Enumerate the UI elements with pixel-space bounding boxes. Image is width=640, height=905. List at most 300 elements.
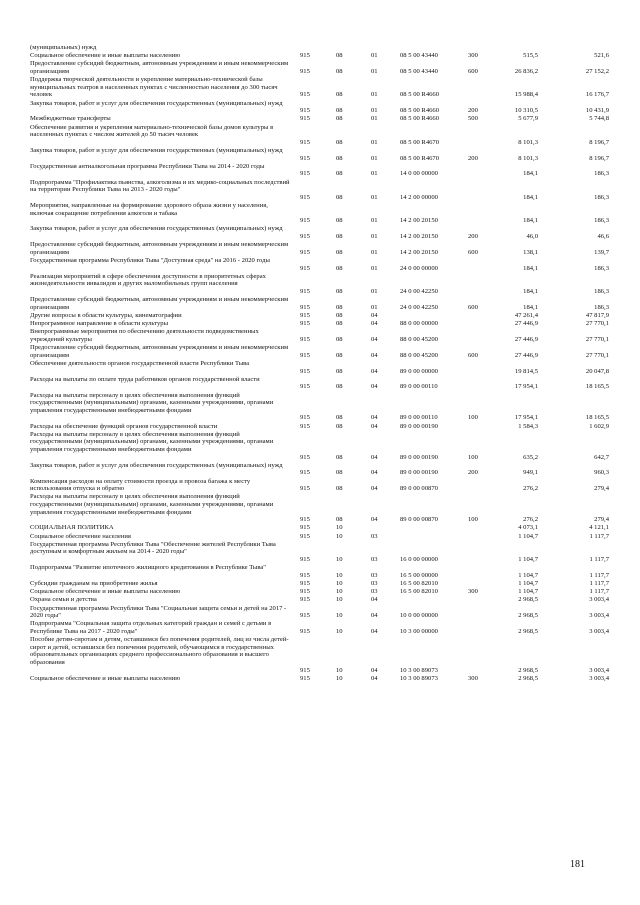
row-section: 08	[336, 469, 343, 477]
row-target-article: 10 3 00 00000	[400, 627, 438, 635]
row-amount-2: 521,6	[594, 52, 609, 60]
row-subsection: 04	[371, 422, 378, 430]
row-name: Государственная программа Республики Тыва "Доступная среда" на 2016 - 2020 годы	[30, 257, 270, 264]
row-subsection: 01	[371, 217, 378, 225]
row-target-article: 89 0 00 00110	[400, 383, 438, 391]
row-subsection: 01	[371, 115, 378, 123]
row-target-article: 16 5 00 82010	[400, 580, 438, 587]
row-name: Пособие детям-сиротам и детям, оставшимся без попечения родителей, лиц из числа детей-сирот и детей, оставшихся без попечения родителей, обучающимся в государственных образовательных организациях среднего профессионального образования и высшего образования	[30, 636, 289, 666]
row-target-article: 89 0 00 00190	[400, 469, 438, 477]
table-row	[0, 462, 640, 477]
row-name: Реализация мероприятий в сфере обеспечения доступности в приоритетных сферах жизнедеятельности инвалидов и других маломобильных групп населения	[30, 272, 266, 288]
row-amount-2: 186,3	[594, 217, 609, 225]
row-amount-1: 276,2	[523, 485, 538, 493]
row-amount-2: 8 196,7	[589, 138, 609, 146]
row-subsection: 01	[371, 67, 378, 75]
row-subsection: 04	[371, 312, 378, 319]
row-subsection: 01	[371, 138, 378, 146]
table-row	[0, 636, 640, 674]
row-code: 915	[300, 170, 310, 178]
row-section: 10	[336, 524, 343, 532]
row-amount-1: 5 677,9	[518, 115, 538, 123]
row-subsection: 04	[371, 516, 378, 524]
row-subsection: 01	[371, 91, 378, 99]
row-target-article: 08 5 00 R4660	[400, 91, 440, 99]
row-subsection: 04	[371, 469, 378, 477]
row-code: 915	[300, 422, 310, 430]
row-target-article: 89 0 00 00110	[400, 414, 438, 422]
row-target-article: 88 0 00 45200	[400, 351, 438, 359]
row-amount-2: 1 602,9	[589, 422, 609, 430]
row-name: Охрана семьи и детства	[30, 596, 97, 604]
row-section: 08	[336, 453, 343, 461]
row-subsection: 04	[371, 453, 378, 461]
row-amount-2: 27 770,1	[585, 320, 609, 328]
row-code: 915	[300, 453, 310, 461]
row-name: Социальное обеспечение населения	[30, 532, 131, 540]
row-code: 915	[300, 193, 310, 201]
row-subsection: 04	[371, 383, 378, 391]
row-expense-type: 100	[468, 414, 478, 422]
row-expense-type: 100	[468, 516, 478, 524]
row-target-article: 89 0 00 00870	[400, 516, 438, 524]
row-target-article: 10 3 00 89073	[400, 674, 438, 682]
row-amount-1: 17 954,1	[514, 383, 538, 391]
row-code: 915	[300, 232, 310, 240]
row-section: 08	[336, 335, 343, 343]
row-amount-2: 186,3	[594, 264, 609, 272]
row-target-article: 10 0 00 00000	[400, 612, 438, 620]
row-code: 915	[300, 335, 310, 343]
row-amount-1: 138,1	[523, 248, 538, 256]
row-code: 915	[300, 524, 310, 532]
row-section: 08	[336, 422, 343, 430]
table-row	[0, 431, 640, 461]
table-row	[0, 541, 640, 564]
row-section: 10	[336, 580, 343, 587]
row-amount-1: 15 988,4	[514, 91, 538, 99]
row-amount-2: 1 117,7	[589, 532, 609, 540]
row-amount-2: 279,4	[594, 516, 609, 524]
row-target-article: 14 2 00 00000	[400, 193, 438, 201]
row-code: 915	[300, 580, 310, 587]
row-subsection: 03	[371, 571, 378, 579]
row-amount-1: 1 104,7	[518, 556, 538, 563]
table-row	[0, 44, 640, 52]
table-row	[0, 312, 640, 320]
row-amount-2: 10 431,9	[585, 107, 609, 115]
row-subsection: 04	[371, 612, 378, 620]
row-section: 08	[336, 138, 343, 146]
row-target-article: 89 0 00 00190	[400, 453, 438, 461]
row-code: 915	[300, 571, 310, 579]
table-row	[0, 100, 640, 115]
row-target-article: 14 2 00 20150	[400, 248, 438, 256]
row-subsection: 04	[371, 351, 378, 359]
row-section: 08	[336, 320, 343, 328]
row-name: Государственная антиалкогольная программа Республики Тыва на 2014 - 2020 годы	[30, 162, 265, 170]
row-expense-type: 200	[468, 232, 478, 240]
row-subsection: 04	[371, 320, 378, 328]
row-expense-type: 200	[468, 107, 478, 115]
table-row	[0, 478, 640, 493]
row-subsection: 01	[371, 303, 378, 311]
row-code: 915	[300, 138, 310, 146]
row-subsection: 03	[371, 556, 378, 563]
row-amount-2: 4 121,1	[589, 524, 609, 532]
table-row	[0, 60, 640, 75]
page-number: 181	[570, 859, 585, 870]
row-section: 10	[336, 596, 343, 604]
row-amount-2: 186,3	[594, 303, 609, 311]
row-amount-2: 47 817,9	[585, 312, 609, 319]
row-subsection: 04	[371, 674, 378, 682]
row-amount-1: 19 814,5	[514, 367, 538, 375]
row-name: Закупка товаров, работ и услуг для обеспечения государственных (муниципальных) нужд	[30, 225, 283, 233]
row-name: Предоставление субсидий бюджетным, автономным учреждениям и иным некоммерческим организациям	[30, 296, 289, 311]
row-expense-type: 500	[468, 115, 478, 123]
row-amount-1: 1 104,7	[518, 532, 538, 540]
row-section: 08	[336, 67, 343, 75]
row-amount-2: 642,7	[594, 453, 609, 461]
table-row	[0, 360, 640, 375]
row-code: 915	[300, 612, 310, 620]
table-row	[0, 344, 640, 359]
row-amount-1: 184,1	[523, 193, 538, 201]
row-section: 10	[336, 674, 343, 682]
row-amount-1: 27 446,9	[514, 351, 538, 359]
row-section: 08	[336, 312, 343, 319]
table-row	[0, 620, 640, 635]
row-target-article: 89 0 00 00870	[400, 485, 438, 493]
row-subsection: 01	[371, 288, 378, 295]
table-row	[0, 202, 640, 225]
row-code: 915	[300, 107, 310, 115]
row-subsection: 01	[371, 107, 378, 115]
row-name: Обеспечение деятельности органов государственной власти Республики Тыва	[30, 360, 250, 367]
row-name: Предоставление субсидий бюджетным, автономным учреждениям и иным некоммерческим организациям	[30, 241, 289, 256]
row-amount-1: 17 954,1	[514, 414, 538, 422]
table-row	[0, 564, 640, 579]
row-section: 10	[336, 588, 343, 596]
row-name: Непрограммное направление в области культуры	[30, 320, 168, 328]
row-subsection: 03	[371, 580, 378, 587]
row-code: 915	[300, 248, 310, 256]
row-section: 08	[336, 288, 343, 295]
row-amount-2: 3 003,4	[589, 627, 609, 635]
row-amount-2: 1 117,7	[589, 571, 609, 579]
row-name: Предоставление субсидий бюджетным, автономным учреждениям и иным некоммерческим организациям	[30, 344, 289, 359]
row-section: 08	[336, 170, 343, 178]
row-name: Подпрограмма "Профилактика пьянства, алкоголизма и их медико-социальных последствий на территории Республики Тыва на 2013 - 2020 годы"	[30, 178, 290, 194]
row-code: 915	[300, 588, 310, 596]
table-row	[0, 533, 640, 541]
row-code: 915	[300, 627, 310, 635]
row-code: 915	[300, 217, 310, 225]
row-section: 08	[336, 485, 343, 493]
row-amount-2: 27 152,2	[585, 67, 609, 75]
row-amount-2: 46,6	[597, 232, 609, 240]
row-code: 915	[300, 469, 310, 477]
row-target-article: 08 5 00 43440	[400, 67, 438, 75]
row-target-article: 10 3 00 89073	[400, 666, 438, 674]
row-code: 915	[300, 312, 310, 319]
row-section: 08	[336, 232, 343, 240]
row-name: Внепрограммные мероприятия по обеспечению деятельности подведомственных учреждений культуры	[30, 328, 259, 343]
row-name: Подпрограмма "Социальная защита отдельных категорий граждан и семей с детьми в Республике Тыва на 2017 - 2020 годы"	[30, 620, 272, 635]
row-amount-2: 1 117,7	[589, 580, 609, 587]
row-subsection: 01	[371, 52, 378, 60]
row-code: 915	[300, 320, 310, 328]
row-name: Расходы на выплаты по оплате труда работников органов государственной власти	[30, 375, 260, 383]
table-row	[0, 273, 640, 296]
row-subsection: 01	[371, 193, 378, 201]
row-code: 915	[300, 67, 310, 75]
row-section: 08	[336, 414, 343, 422]
row-amount-2: 186,3	[594, 170, 609, 178]
row-amount-2: 960,3	[594, 469, 609, 477]
table-row	[0, 596, 640, 604]
row-name: Социальное обеспечение и иные выплаты населению	[30, 674, 181, 682]
row-section: 08	[336, 107, 343, 115]
row-name: Расходы на выплаты персоналу в целях обеспечения выполнения функций государственными (муниципальными) органами, казенными учреждениями, органами управления государственными внебюджетными фондами	[30, 391, 274, 414]
table-row	[0, 675, 640, 683]
row-target-article: 08 5 00 R4660	[400, 107, 440, 115]
table-row	[0, 147, 640, 162]
row-code: 915	[300, 674, 310, 682]
row-amount-1: 10 310,5	[514, 107, 538, 115]
row-amount-2: 16 176,7	[585, 91, 609, 99]
table-row	[0, 225, 640, 240]
row-subsection: 03	[371, 588, 378, 596]
row-amount-1: 1 104,7	[518, 571, 538, 579]
row-amount-2: 5 744,8	[589, 115, 609, 123]
row-section: 08	[336, 264, 343, 272]
row-amount-1: 2 968,5	[518, 612, 538, 620]
row-name: Компенсация расходов на оплату стоимости проезда и провоза багажа к месту использования отпуска и обратно	[30, 477, 251, 493]
row-amount-2: 3 003,4	[589, 674, 609, 682]
row-section: 10	[336, 556, 343, 563]
row-target-article: 89 0 00 00000	[400, 367, 438, 375]
table-row	[0, 588, 640, 596]
row-section: 10	[336, 627, 343, 635]
table-row	[0, 163, 640, 178]
row-name: Предоставление субсидий бюджетным, автономным учреждениям и иным некоммерческим организациям	[30, 60, 289, 75]
row-name: Социальное обеспечение и иные выплаты населению	[30, 588, 181, 596]
row-amount-1: 8 101,3	[518, 154, 538, 162]
row-section: 10	[336, 666, 343, 674]
row-code: 915	[300, 666, 310, 674]
row-amount-1: 46,0	[526, 232, 538, 240]
row-section: 10	[336, 532, 343, 540]
table-row	[0, 296, 640, 311]
row-target-article: 24 0 00 42250	[400, 288, 438, 295]
row-amount-2: 186,3	[594, 288, 609, 295]
table-row	[0, 524, 640, 532]
row-subsection: 04	[371, 485, 378, 493]
row-amount-1: 4 073,1	[518, 524, 538, 532]
row-expense-type: 300	[468, 588, 478, 596]
row-target-article: 88 0 00 45200	[400, 335, 438, 343]
row-amount-1: 184,1	[523, 170, 538, 178]
row-name: Мероприятия, направленные на формирование здорового образа жизни у населения, включая сокращение потребления алкоголя и табака	[30, 202, 268, 217]
table-row	[0, 257, 640, 272]
row-name: Государственная программа Республики Тыва "Социальная защита семьи и детей на 2017 - 2020 годы"	[30, 604, 287, 620]
row-name: Другие вопросы в области культуры, кинематографии	[30, 312, 182, 319]
row-amount-1: 47 261,4	[514, 312, 538, 319]
row-amount-1: 635,2	[523, 453, 538, 461]
row-code: 915	[300, 516, 310, 524]
row-amount-1: 515,5	[523, 52, 538, 60]
row-code: 915	[300, 288, 310, 295]
row-code: 915	[300, 383, 310, 391]
table-row	[0, 605, 640, 620]
row-section: 08	[336, 193, 343, 201]
row-amount-2: 20 047,8	[585, 367, 609, 375]
row-name: Расходы на выплаты персоналу в целях обеспечения выполнения функций государственными (муниципальными) органами, казенными учреждениями, органами управления государственными внебюджетными фондами	[30, 430, 274, 453]
row-code: 915	[300, 596, 310, 604]
row-target-article: 24 0 00 00000	[400, 264, 438, 272]
row-subsection: 01	[371, 170, 378, 178]
row-amount-2: 18 165,5	[585, 383, 609, 391]
row-amount-2: 8 196,7	[589, 154, 609, 162]
row-subsection: 04	[371, 414, 378, 422]
table-row	[0, 423, 640, 431]
row-name: Государственная программа Республики Тыва "Обеспечение жителей Республики Тыва доступным и комфортным жильем на 2014 - 2020 годы"	[30, 540, 276, 556]
row-target-article: 14 2 00 20150	[400, 217, 438, 225]
row-target-article: 89 0 00 00190	[400, 422, 438, 430]
row-subsection: 04	[371, 627, 378, 635]
row-amount-1: 276,2	[523, 516, 538, 524]
row-amount-1: 184,1	[523, 264, 538, 272]
row-code: 915	[300, 115, 310, 123]
row-target-article: 24 0 00 42250	[400, 303, 438, 311]
row-amount-1: 27 446,9	[514, 320, 538, 328]
row-target-article: 88 0 00 00000	[400, 320, 438, 328]
row-amount-1: 184,1	[523, 288, 538, 295]
row-target-article: 16 5 00 00000	[400, 571, 438, 579]
row-amount-2: 3 003,4	[589, 612, 609, 620]
row-code: 915	[300, 532, 310, 540]
row-subsection: 01	[371, 154, 378, 162]
row-amount-2: 3 003,4	[589, 596, 609, 604]
row-section: 08	[336, 248, 343, 256]
table-row	[0, 124, 640, 147]
row-code: 915	[300, 154, 310, 162]
row-amount-1: 2 968,5	[518, 674, 538, 682]
row-amount-1: 184,1	[523, 303, 538, 311]
row-expense-type: 200	[468, 469, 478, 477]
row-target-article: 08 5 00 43440	[400, 52, 438, 60]
row-amount-1: 2 968,5	[518, 627, 538, 635]
row-subsection: 01	[371, 232, 378, 240]
row-amount-2: 1 117,7	[589, 588, 609, 596]
row-code: 915	[300, 556, 310, 563]
row-amount-2: 27 770,1	[585, 351, 609, 359]
row-section: 10	[336, 612, 343, 620]
row-section: 08	[336, 217, 343, 225]
row-name: Социальное обеспечение и иные выплаты населению	[30, 52, 181, 60]
row-name: Обеспечение развития и укрепления материально-технической базы домов культуры в населенных пунктах с числом жителей до 50 тысяч человек	[30, 123, 274, 139]
row-expense-type: 300	[468, 674, 478, 682]
row-amount-1: 184,1	[523, 217, 538, 225]
table-row	[0, 76, 640, 99]
row-target-article: 16 0 00 00000	[400, 556, 438, 563]
row-name: (муниципальных) нужд	[30, 44, 97, 51]
row-section: 08	[336, 351, 343, 359]
row-name: Закупка товаров, работ и услуг для обеспечения государственных (муниципальных) нужд	[30, 147, 283, 154]
table-row	[0, 580, 640, 588]
row-subsection: 01	[371, 248, 378, 256]
row-section: 08	[336, 383, 343, 391]
row-expense-type: 200	[468, 154, 478, 162]
table-row	[0, 328, 640, 343]
row-amount-1: 8 101,3	[518, 138, 538, 146]
row-section: 08	[336, 91, 343, 99]
row-code: 915	[300, 485, 310, 493]
row-subsection: 04	[371, 335, 378, 343]
row-amount-2: 186,3	[594, 193, 609, 201]
row-name: Расходы на выплаты персоналу в целях обеспечения выполнения функций государственными (муниципальными) органами, казенными учреждениями, органами управления государственными внебюджетными фондами	[30, 493, 274, 516]
row-name: Закупка товаров, работ и услуг для обеспечения государственных (муниципальных) нужд	[30, 461, 283, 469]
row-amount-1: 26 836,2	[514, 67, 538, 75]
table-row	[0, 52, 640, 60]
table-row	[0, 493, 640, 523]
row-target-article: 08 5 00 R4660	[400, 115, 440, 123]
row-target-article: 08 5 00 R4670	[400, 138, 440, 146]
row-section: 08	[336, 367, 343, 375]
row-amount-1: 1 104,7	[518, 588, 538, 596]
table-row	[0, 241, 640, 256]
row-amount-1: 949,1	[523, 469, 538, 477]
row-name: Расходы на обеспечение функций органов государственной власти	[30, 422, 218, 430]
row-code: 915	[300, 367, 310, 375]
row-amount-2: 18 165,5	[585, 414, 609, 422]
row-name: Подпрограмма "Развитие ипотечного жилищного кредитования в Республике Тыва"	[30, 564, 266, 572]
row-amount-2: 1 117,7	[589, 556, 609, 563]
table-row	[0, 179, 640, 202]
row-amount-2: 139,7	[594, 248, 609, 256]
row-section: 10	[336, 571, 343, 579]
row-target-article: 08 5 00 R4670	[400, 154, 440, 162]
row-amount-1: 27 446,9	[514, 335, 538, 343]
row-subsection: 04	[371, 666, 378, 674]
row-code: 915	[300, 52, 310, 60]
row-section: 08	[336, 115, 343, 123]
row-target-article: 14 2 00 20150	[400, 232, 438, 240]
row-amount-1: 1 584,3	[518, 422, 538, 430]
row-amount-1: 2 968,5	[518, 596, 538, 604]
row-subsection: 01	[371, 264, 378, 272]
row-expense-type: 600	[468, 303, 478, 311]
row-section: 08	[336, 303, 343, 311]
row-subsection: 03	[371, 532, 378, 540]
row-amount-2: 27 770,1	[585, 335, 609, 343]
table-row	[0, 392, 640, 422]
row-amount-2: 3 003,4	[589, 666, 609, 674]
row-amount-1: 1 104,7	[518, 580, 538, 587]
row-section: 08	[336, 52, 343, 60]
row-code: 915	[300, 264, 310, 272]
row-name: Субсидии гражданам на приобретение жилья	[30, 580, 158, 587]
row-name: Закупка товаров, работ и услуг для обеспечения государственных (муниципальных) нужд	[30, 99, 283, 107]
row-name: СОЦИАЛЬНАЯ ПОЛИТИКА	[30, 524, 114, 532]
row-amount-2: 279,4	[594, 485, 609, 493]
row-code: 915	[300, 414, 310, 422]
row-expense-type: 600	[468, 248, 478, 256]
table-row	[0, 320, 640, 328]
row-target-article: 16 5 00 82010	[400, 588, 438, 596]
